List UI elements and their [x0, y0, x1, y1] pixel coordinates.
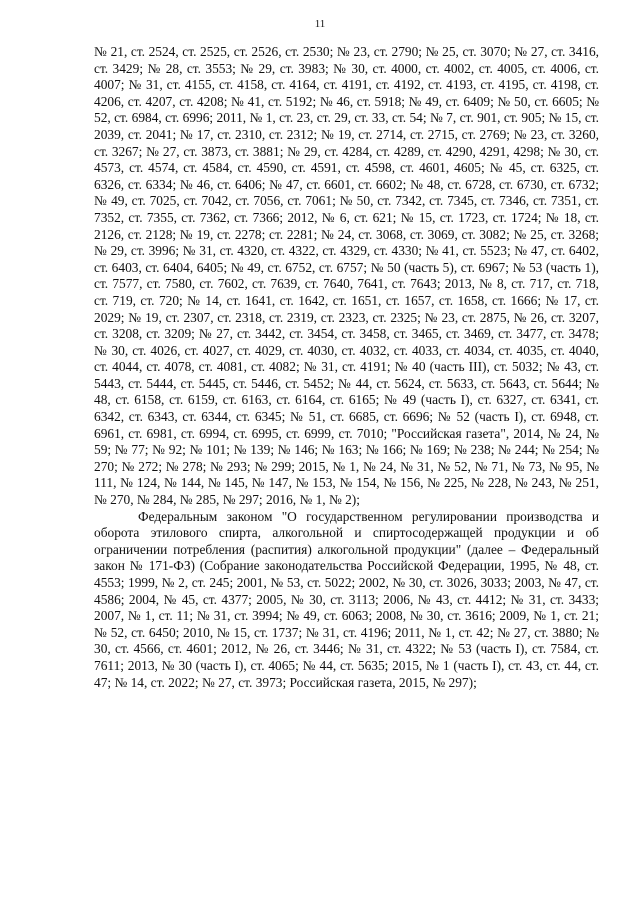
paragraph-federal-law-171: Федеральным законом "О государственном регулировании производства и оборота этилового спирта, алкогольной и спиртосодержащей продукции и об ограничении потребления (распития) алкогольной продукции" (далее – Федеральный закон № 171-ФЗ) (Собрание законодательства Российской Федерации, 1995, № 48, ст. 4553; 1999, № 2, ст. 245; 2001, № 53, ст. 5022; 2002, № 30, ст. 3026, 3033; 2003, № 47, ст. 4586; 2004, № 45, ст. 4377; 2005, № 30, ст. 3113; 2006, № 43, ст. 4412; № 31, ст. 3433; 2007, № 1, ст. 11; № 31, ст. 3994; № 49, ст. 6063; 2008, № 30, ст. 3616; 2009, № 1, ст. 21; № 52, ст. 6450; 2010, № 15, ст. 1737; № 31, ст. 4196; 2011, № 1, ст. 42; № 27, ст. 3880; № 30, ст. 4566, ст. 4601; 2012, № 26, ст. 3446; № 31, ст. 4322; № 53 (часть I), ст. 7584, ст. 7611; 2013, № 30 (часть I), ст. 4065; № 44, ст. 5635; 2015, № 1 (часть I), ст. 43, ст. 44, ст. 47; № 14, ст. 2022; № 27, ст. 3973; Российская газета, 2015, № 297); — [94, 508, 599, 690]
paragraph-legislation-references: № 21, ст. 2524, ст. 2525, ст. 2526, ст. 2530; № 23, ст. 2790; № 25, ст. 3070; № 27, ст. 3416, ст. 3429; № 28, ст. 3553; № 29, ст. 3983; № 30, ст. 4000, ст. 4002, ст. 4005, ст. 4006, ст. 4007; № 31, ст. 4155, ст. 4158, ст. 4164, ст. 4191, ст. 4192, ст. 4193, ст. 4195, ст. 4198, ст. 4206, ст. 4207, ст. 4208; № 41, ст. 5192; № 46, ст. 5918; № 49, ст. 6409; № 50, ст. 6605; № 52, ст. 6984, ст. 6996; 2011, № 1, ст. 23, ст. 29, ст. 33, ст. 54; № 7, ст. 901, ст. 905; № 15, ст. 2039, ст. 2041; № 17, ст. 2310, ст. 2312; № 19, ст. 2714, ст. 2715, ст. 2769; № 23, ст. 3260, ст. 3267; № 27, ст. 3873, ст. 3881; № 29, ст. 4284, ст. 4289, ст. 4290, 4291, 4298; № 30, ст. 4573, ст. 4574, ст. 4584, ст. 4590, ст. 4591, ст. 4598, ст. 4601, 4605; № 45, ст. 6325, ст. 6326, ст. 6334; № 46, ст. 6406; № 47, ст. 6601, ст. 6602; № 48, ст. 6728, ст. 6730, ст. 6732; № 49, ст. 7025, ст. 7042, ст. 7056, ст. 7061; № 50, ст. 7342, ст. 7345, ст. 7346, ст. 7351, ст. 7352, ст. 7355, ст. 7362, ст. 7366; 2012, № 6, ст. 621; № 15, ст. 1723, ст. 1724; № 18, ст. 2126, ст. 2128; № 19, ст. 2278; ст. 2281; № 24, ст. 3068, ст. 3069, ст. 3082; № 25, ст. 3268; № 29, ст. 3996; № 31, ст. 4320, ст. 4322, ст. 4329, ст. 4330; № 41, ст. 5523; № 47, ст. 6402, ст. 6403, ст. 6404, 6405; № 49, ст. 6752, ст. 6757; № 50 (часть 5), ст. 6967; № 53 (часть 1), ст. 7577, ст. 7580, ст. 7602, ст. 7639, ст. 7640, 7641, ст. 7643; 2013, № 8, ст. 717, ст. 718, ст. 719, ст. 720; № 14, ст. 1641, ст. 1642, ст. 1651, ст. 1657, ст. 1658, ст. 1666; № 17, ст. 2029; № 19, ст. 2307, ст. 2318, ст. 2319, ст. 2323, ст. 2325; № 23, ст. 2875, № 26, ст. 3207, ст. 3208, ст. 3209; № 27, ст. 3442, ст. 3454, ст. 3458, ст. 3465, ст. 3469, ст. 3477, ст. 3478; № 30, ст. 4026, ст. 4027, ст. 4029, ст. 4030, ст. 4032, ст. 4033, ст. 4034, ст. 4035, ст. 4040, ст. 4044, ст. 4078, ст. 4081, ст. 4082; № 31, ст. 4191; № 40 (часть III), ст. 5032; № 43, ст. 5443, ст. 5444, ст. 5445, ст. 5446, ст. 5452; № 44, ст. 5624, ст. 5633, ст. 5643, ст. 5644; № 48, ст. 6158, ст. 6159, ст. 6163, ст. 6164, ст. 6165; № 49 (часть I), ст. 6327, ст. 6341, ст. 6342, ст. 6343, ст. 6344, ст. 6345; № 51, ст. 6685, ст. 6696; № 52 (часть I), ст. 6948, ст. 6961, ст. 6981, ст. 6994, ст. 6995, ст. 6999, ст. 7010; "Российская газета", 2014, № 24, № 59; № 77; № 92; № 101; № 139; № 146; № 163; № 166; № 169; № 238; № 244; № 254; № 270; № 272; № 278; № 293; № 299; 2015, № 1, № 24, № 31, № 52, № 71, № 73, № 95, № 111, № 124, № 144, № 145, № 147, № 153, № 154, № 156, № 225, № 228, № 243, № 251, № 270, № 284, № 285, № 297; 2016, № 1, № 2); — [94, 44, 599, 508]
document-body — [94, 44, 599, 691]
page-number: 11 — [314, 18, 326, 30]
